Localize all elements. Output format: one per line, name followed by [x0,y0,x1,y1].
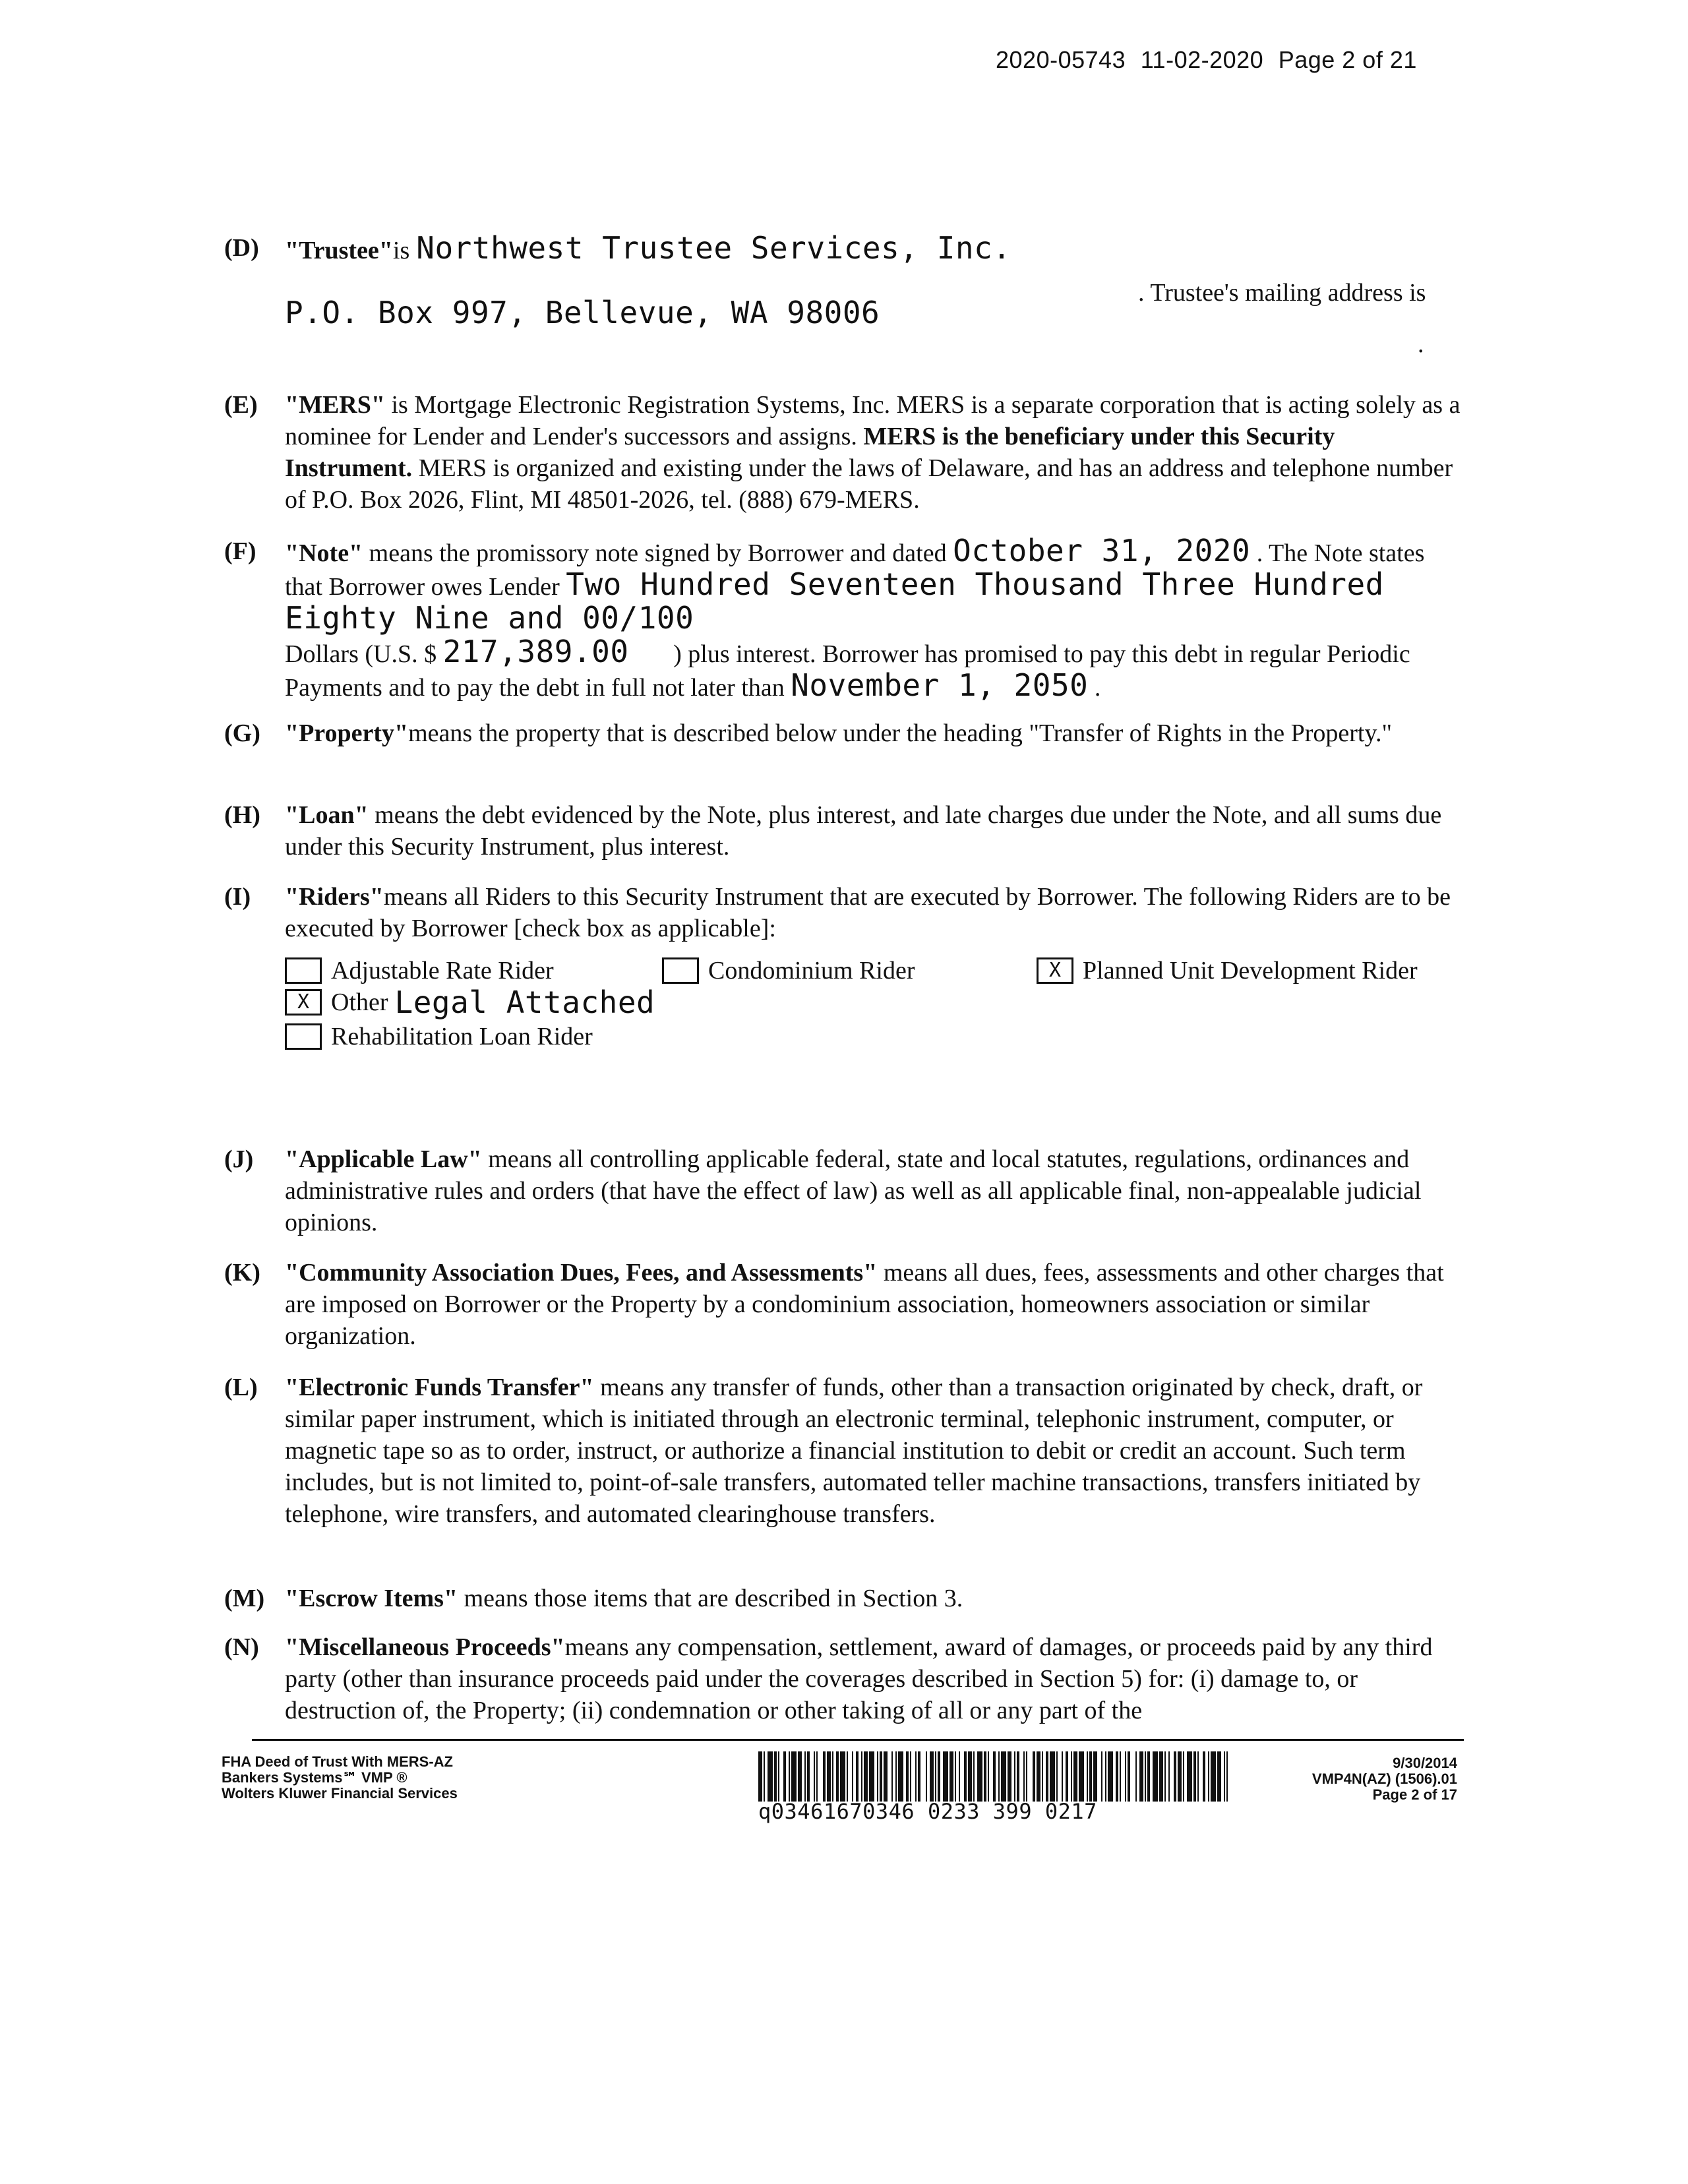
barcode-bar [823,1751,826,1802]
checkbox [285,957,322,984]
barcode-bar [998,1751,1000,1802]
barcode-bar [988,1751,989,1802]
barcode-bar [1197,1751,1199,1802]
barcode-bar [1050,1751,1055,1802]
defined-term: "Loan" [285,801,369,829]
barcode-bar [968,1751,972,1802]
barcode-bar [816,1751,818,1802]
section-letter: (K) [224,1259,260,1287]
barcode-bar [984,1751,986,1802]
defined-term: "Note" [285,539,363,567]
barcode-bar [1071,1751,1072,1802]
barcode-bar [910,1751,911,1802]
barcode-bar [1128,1751,1130,1802]
defined-term: "Property" [285,719,409,747]
barcode-bar [856,1751,859,1802]
section-text: means any transfer of funds, other than a transaction originated by check, draft, or similar paper instrument, which is initiated through an electronic terminal, telephonic instrument, computer, or magnetic tape so as to order, instruct, or authorize a financial institution to debit or credit an account. Such term includes, but is not limited to, point-of-sale transfers, automated teller machine transactions, transfers initiated by telephone, wire transfers, and automated clearinghouse transfers. [285,1374,1423,1528]
barcode-bar [778,1751,779,1802]
section-text: means the property that is described below under the heading "Transfer of Rights in the Property." [408,719,1393,747]
section-letter: (F) [224,537,256,565]
barcode [758,1751,1228,1802]
section-text: means those items that are described in Section 3. [458,1585,963,1612]
section-letter: (N) [224,1633,259,1661]
defined-term: "Community Association Dues, Fees, and Assessments" [285,1259,878,1287]
barcode-bar [1093,1751,1097,1802]
barcode-bar [869,1751,874,1802]
barcode-bar [804,1751,806,1802]
barcode-bar [1046,1751,1048,1802]
barcode-bar [877,1751,878,1802]
footer-form-info [222,1754,458,1802]
section-text: ) plus interest. Borrower has promised to pay this debt in regular Periodic Payments and to pay the debt in full not later than [285,640,1410,702]
note-date: October 31, 2020 [953,533,1251,568]
section-i-riders [224,881,1470,1079]
barcode-bar [943,1751,948,1802]
section-body [285,1583,1465,1614]
barcode-bar [1226,1751,1228,1802]
barcode-bar [1187,1751,1192,1802]
barcode-bar [1120,1751,1121,1802]
rider-label: Condominium Rider [708,957,915,985]
section-letter: (H) [224,801,260,829]
barcode-bar [1042,1751,1043,1802]
section-letter: (D) [224,234,259,262]
section-body [285,1143,1465,1238]
section-body [285,881,1465,944]
barcode-bar [764,1751,765,1802]
barcode-bar [1014,1751,1015,1802]
defined-term: "Riders" [285,883,384,911]
section-letter: (I) [224,883,251,911]
section-letter: (G) [224,719,260,747]
barcode-bar [861,1751,862,1802]
barcode-bar [1101,1751,1102,1802]
barcode-bar [798,1751,802,1802]
barcode-bar [827,1751,831,1802]
barcode-bar [977,1751,982,1802]
section-text: MERS is organized and existing under the laws of Delaware, and has an address and telephone number of P.O. Box 2026, Flint, MI 48501-2026, tel. (888) 679-MERS. [285,454,1453,514]
section-text: is Mortgage Electronic Registration Systems, Inc. MERS is a separate corporation that is acting solely as a nominee for Lender and Lender's successors and assigns. [285,391,1461,450]
rider-label: Adjustable Rate Rider [331,957,554,985]
barcode-bar [1208,1751,1209,1802]
section-text: means the debt evidenced by the Note, plus interest, and late charges due under the Note, and all sums due under this Security Instrument, plus interest. [285,801,1442,861]
defined-term: "Escrow Items" [285,1585,458,1612]
form-company: Wolters Kluwer Financial Services [222,1785,458,1802]
section-text: means the promissory note signed by Borrower and dated [363,539,953,567]
trailing-dot: . [1418,330,1424,358]
section-body [285,717,1465,749]
barcode-bar [1001,1751,1006,1802]
barcode-bar [1168,1751,1170,1802]
rider-label: Other [331,988,388,1016]
barcode-bar [906,1751,909,1802]
barcode-bar [1224,1751,1225,1802]
barcode-bar [807,1751,810,1802]
section-body [285,389,1465,516]
rider-label: Planned Unit Development Rider [1083,957,1418,985]
section-letter: (L) [224,1374,258,1401]
barcode-bar [895,1751,897,1802]
barcode-bar [880,1751,882,1802]
barcode-bar [1203,1751,1205,1802]
section-body [285,1372,1465,1530]
barcode-bar [1073,1751,1077,1802]
barcode-bar [774,1751,777,1802]
barcode-bar [783,1751,786,1802]
section-letter: (M) [224,1585,265,1612]
page-header [996,46,1417,74]
barcode-bar [791,1751,797,1802]
barcode-bar [832,1751,833,1802]
barcode-bar [955,1751,956,1802]
barcode-bar [926,1751,927,1802]
defined-term: "Electronic Funds Transfer" [285,1374,594,1401]
rider-condominium [662,955,915,986]
section-body [285,1631,1465,1726]
barcode-bar [1211,1751,1216,1802]
barcode-number: q03461670346 0233 399 0217 [758,1799,1097,1824]
form-title: FHA Deed of Trust With MERS-AZ [222,1753,453,1770]
barcode-bar [1079,1751,1084,1802]
barcode-bar [1164,1751,1166,1802]
section-text: means all dues, fees, assessments and other charges that are imposed on Borrower or the Property by a condominium association, homeowners association or similar organization. [285,1259,1444,1350]
section-body [285,232,1465,266]
barcode-bar [1017,1751,1019,1802]
barcode-bar [1147,1751,1150,1802]
barcode-bar [918,1751,920,1802]
rider-other-text: Legal Attached [394,985,655,1020]
form-date: 9/30/2014 [1393,1755,1457,1771]
barcode-bar [930,1751,934,1802]
barcode-bar [1105,1751,1106,1802]
form-code: VMP4N(AZ) (1506).01 [1311,1771,1457,1787]
barcode-bar [898,1751,903,1802]
checkbox: X [1037,957,1073,984]
section-bold-text: MERS is the beneficiary under this Security Instrument. [285,423,1335,482]
checkbox: X [285,989,322,1016]
term-connector: is [392,237,410,264]
rider-planned-unit-development [1037,955,1418,986]
rider-label: Rehabilitation Loan Rider [331,1023,593,1050]
defined-term: "MERS" [285,391,385,419]
section-body [285,1257,1465,1352]
barcode-bar [1135,1751,1137,1802]
barcode-bar [1116,1751,1118,1802]
riders-checklist [285,955,1472,1067]
trustee-address: P.O. Box 997, Bellevue, WA 98006 [285,295,880,330]
trustee-name: Northwest Trustee Services, Inc. [416,230,1011,266]
barcode-bar [915,1751,917,1802]
barcode-bar [1183,1751,1184,1802]
barcode-bar [1037,1751,1040,1802]
barcode-bar [938,1751,940,1802]
section-body [285,535,1465,704]
barcode-bar [1125,1751,1126,1802]
loan-amount: 217,389.00 [442,634,629,669]
barcode-bar [847,1751,848,1802]
footer-rule [252,1739,1464,1741]
checkbox [662,957,699,984]
barcode-bar [1033,1751,1035,1802]
barcode-bar [1145,1751,1146,1802]
section-body [285,799,1465,863]
barcode-bar [1026,1751,1027,1802]
barcode-bar [1056,1751,1058,1802]
defined-term: "Applicable Law" [285,1145,482,1173]
barcode-bar [935,1751,936,1802]
barcode-bar [1023,1751,1025,1802]
barcode-bar [1008,1751,1011,1802]
rider-other [285,986,655,1018]
barcode-bar [1217,1751,1221,1802]
barcode-bar [1153,1751,1158,1802]
defined-term: "Trustee" [285,237,393,264]
barcode-bar [891,1751,893,1802]
form-page: Page 2 of 17 [1372,1786,1457,1803]
barcode-bar [864,1751,868,1802]
barcode-bar [993,1751,996,1802]
barcode-bar [1159,1751,1163,1802]
barcode-bar [768,1751,773,1802]
rider-adjustable-rate [285,955,554,986]
defined-term: "Miscellaneous Proceeds" [285,1633,565,1661]
barcode-bar [973,1751,975,1802]
barcode-bar [1066,1751,1068,1802]
barcode-bar [852,1751,853,1802]
barcode-bar [1108,1751,1113,1802]
recording-date: 11-02-2020 [1140,46,1264,73]
barcode-bar [950,1751,953,1802]
barcode-bar [840,1751,845,1802]
section-text: . [1088,674,1101,702]
rider-rehabilitation-loan [285,1021,593,1052]
barcode-bar [1087,1751,1088,1802]
barcode-bar [1139,1751,1143,1802]
barcode-bar [1062,1751,1063,1802]
barcode-bar [1174,1751,1176,1802]
loan-amount-words: Two Hundred Seventeen Thousand Three Hundred Eighty Nine and 00/100 [285,566,1384,636]
checkbox [285,1023,322,1050]
section-text: means all Riders to this Security Instrument that are executed by Borrower. The following Riders are to be executed by Borrower [check box as applicable]: [285,883,1451,942]
form-publisher: Bankers Systems℠ VMP ® [222,1769,407,1786]
section-letter: (E) [224,391,258,419]
section-text: . The Note states that Borrower owes Lender [285,539,1425,601]
section-text: means any compensation, settlement, award of damages, or proceeds paid by any third party (other than insurance proceeds paid under the coverages described in Section 5) for: (i) damage to, or destruction of, the Property; (ii) condemnation or other taking of all or any part of the [285,1633,1433,1724]
section-d-trustee [224,232,1470,364]
barcode-bar [884,1751,888,1802]
page-number: Page 2 of 21 [1278,46,1417,73]
trustee-mailing-label: . Trustee's mailing address is [1138,279,1426,307]
barcode-bar [1178,1751,1182,1802]
barcode-bar [1193,1751,1196,1802]
barcode-bar [814,1751,815,1802]
barcode-bar [836,1751,839,1802]
barcode-bar [789,1751,790,1802]
maturity-date: November 1, 2050 [791,667,1089,703]
barcode-bar [1089,1751,1092,1802]
barcode-bar [964,1751,967,1802]
section-letter: (J) [224,1145,254,1173]
barcode-bar [758,1751,762,1802]
footer-form-version [1266,1755,1457,1803]
dollars-label: Dollars (U.S. $ [285,640,443,668]
document-number: 2020-05743 [996,46,1126,73]
section-text: means all controlling applicable federal, state and local statutes, regulations, ordinances and administrative rules and orders (that have the effect of law) as well as all applicable final, non-appealable judicial opinions. [285,1145,1422,1236]
barcode-bar [959,1751,960,1802]
